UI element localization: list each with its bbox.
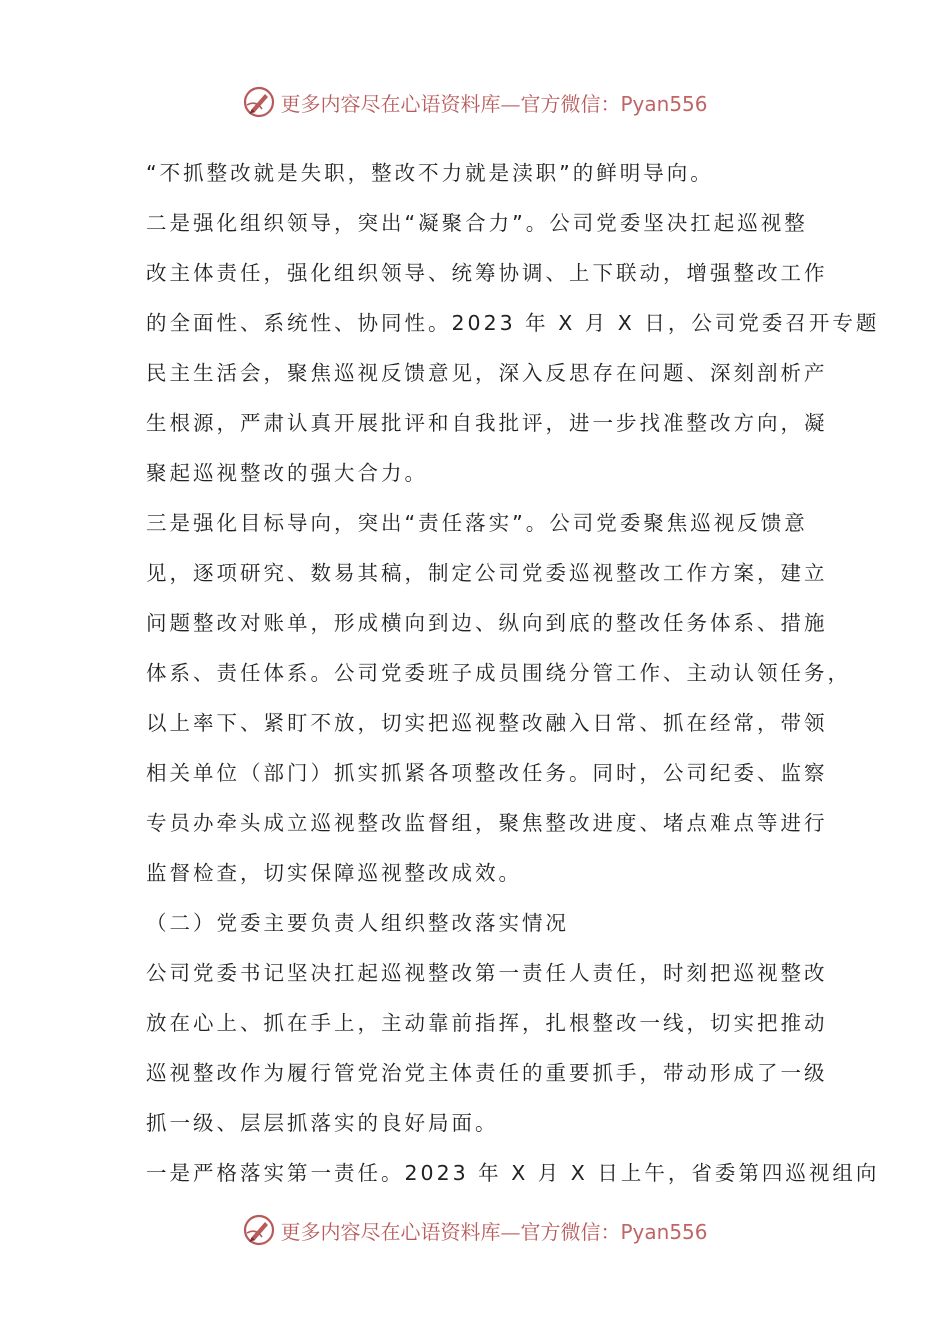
- pen-logo-icon: [242, 85, 276, 119]
- text-line: 以上率下、紧盯不放，切实把巡视整改融入日常、抓在经常，带领: [146, 711, 828, 735]
- watermark-separator: —: [500, 91, 521, 116]
- section-heading: （二）党委主要负责人组织整改落实情况: [146, 911, 569, 935]
- text-line: 问题整改对账单，形成横向到边、纵向到底的整改任务体系、措施: [146, 611, 828, 635]
- watermark-separator: —: [500, 1219, 521, 1244]
- text-line: 聚起巡视整改的强大合力。: [146, 461, 428, 485]
- pen-logo-icon: [242, 1213, 276, 1247]
- text-line: 生根源，严肃认真开展批评和自我批评，进一步找准整改方向，凝: [146, 411, 828, 435]
- text-line: 专员办牵头成立巡视整改监督组，聚焦整改进度、堵点难点等进行: [146, 811, 828, 835]
- text-line: 体系、责任体系。公司党委班子成员围绕分管工作、主动认领任务，: [146, 661, 851, 685]
- watermark-text: [280, 88, 707, 117]
- header-watermark: [0, 82, 950, 122]
- watermark-title: 更多内容尽在心语资料库: [280, 91, 501, 116]
- text-line: 监督检查，切实保障巡视整改成效。: [146, 861, 522, 885]
- text-line: 二是强化组织领导，突出“凝聚合力”。公司党委坚决扛起巡视整: [146, 211, 808, 235]
- watermark-contact-id: Pyan556: [620, 1219, 708, 1244]
- text-line: 见，逐项研究、数易其稿，制定公司党委巡视整改工作方案，建立: [146, 561, 828, 585]
- watermark-title: 更多内容尽在心语资料库: [280, 1219, 501, 1244]
- text-line: 的全面性、系统性、协同性。2023 年 X 月 X 日，公司党委召开专题: [146, 311, 880, 335]
- watermark-contact-id: Pyan556: [620, 91, 708, 116]
- watermark-contact-label: 官方微信：: [520, 91, 621, 116]
- text-line: 公司党委书记坚决扛起巡视整改第一责任人责任，时刻把巡视整改: [146, 961, 828, 985]
- text-line: 抓一级、层层抓落实的良好局面。: [146, 1111, 499, 1135]
- text-line: “不抓整改就是失职，整改不力就是渎职”的鲜明导向。: [146, 161, 714, 185]
- watermark-contact-label: 官方微信：: [520, 1219, 621, 1244]
- document-body: [146, 148, 880, 1198]
- footer-watermark: [0, 1210, 950, 1250]
- text-line: 相关单位（部门）抓实抓紧各项整改任务。同时，公司纪委、监察: [146, 761, 828, 785]
- text-line: 改主体责任，强化组织领导、统筹协调、上下联动，增强整改工作: [146, 261, 828, 285]
- watermark-text: [280, 1216, 707, 1245]
- text-line: 巡视整改作为履行管党治党主体责任的重要抓手，带动形成了一级: [146, 1061, 828, 1085]
- text-line: 民主生活会，聚焦巡视反馈意见，深入反思存在问题、深刻剖析产: [146, 361, 828, 385]
- text-line: 放在心上、抓在手上，主动靠前指挥，扎根整改一线，切实把推动: [146, 1011, 828, 1035]
- text-line: 三是强化目标导向，突出“责任落实”。公司党委聚焦巡视反馈意: [146, 511, 808, 535]
- text-line: 一是严格落实第一责任。2023 年 X 月 X 日上午，省委第四巡视组向: [146, 1161, 880, 1185]
